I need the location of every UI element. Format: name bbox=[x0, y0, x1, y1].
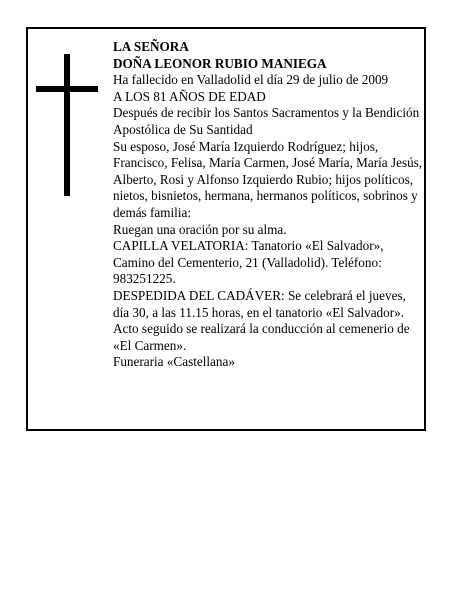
cross-vertical-bar bbox=[64, 54, 70, 196]
notice-body bbox=[113, 39, 425, 371]
sacraments-paragraph: Después de recibir los Santos Sacramentos y la Bendición Apostólica de Su Santidad bbox=[113, 105, 420, 137]
deceased-name: DOÑA LEONOR RUBIO MANIEGA bbox=[113, 55, 327, 71]
age-line: A LOS 81 AÑOS DE EDAD bbox=[113, 88, 266, 104]
death-date-line: Ha fallecido en Valladolid el día 29 de julio de 2009 bbox=[113, 72, 389, 88]
cross-horizontal-bar bbox=[36, 86, 98, 92]
family-paragraph: Su esposo, José María Izquierdo Rodríguez; hijos, Francisco, Felisa, María Carmen, José María, María Jesús, Alberto, Rosi y Alfonso Izquierdo Rubio; hijos políticos, nietos, bisnietos, hermana, hermanos políticos, sobrinos y demás familia: bbox=[113, 138, 423, 220]
farewell-paragraph: DESPEDIDA DEL CADÁVER: Se celebrará el jueves, día 30, a las 11.15 horas, en el tanatorio «El Salvador». Acto seguido se realizará la conducción al cemenerio de «El Carmen». bbox=[113, 287, 410, 353]
chapel-paragraph: CAPILLA VELATORIA: Tanatorio «El Salvador», Camino del Cementerio, 21 (Valladolid). Teléfono: 983251225. bbox=[113, 238, 384, 287]
notice-heading: LA SEÑORA bbox=[113, 39, 189, 54]
funeral-home-line: Funeraria «Castellana» bbox=[113, 354, 235, 370]
prayer-line: Ruegan una oración por su alma. bbox=[113, 221, 287, 237]
